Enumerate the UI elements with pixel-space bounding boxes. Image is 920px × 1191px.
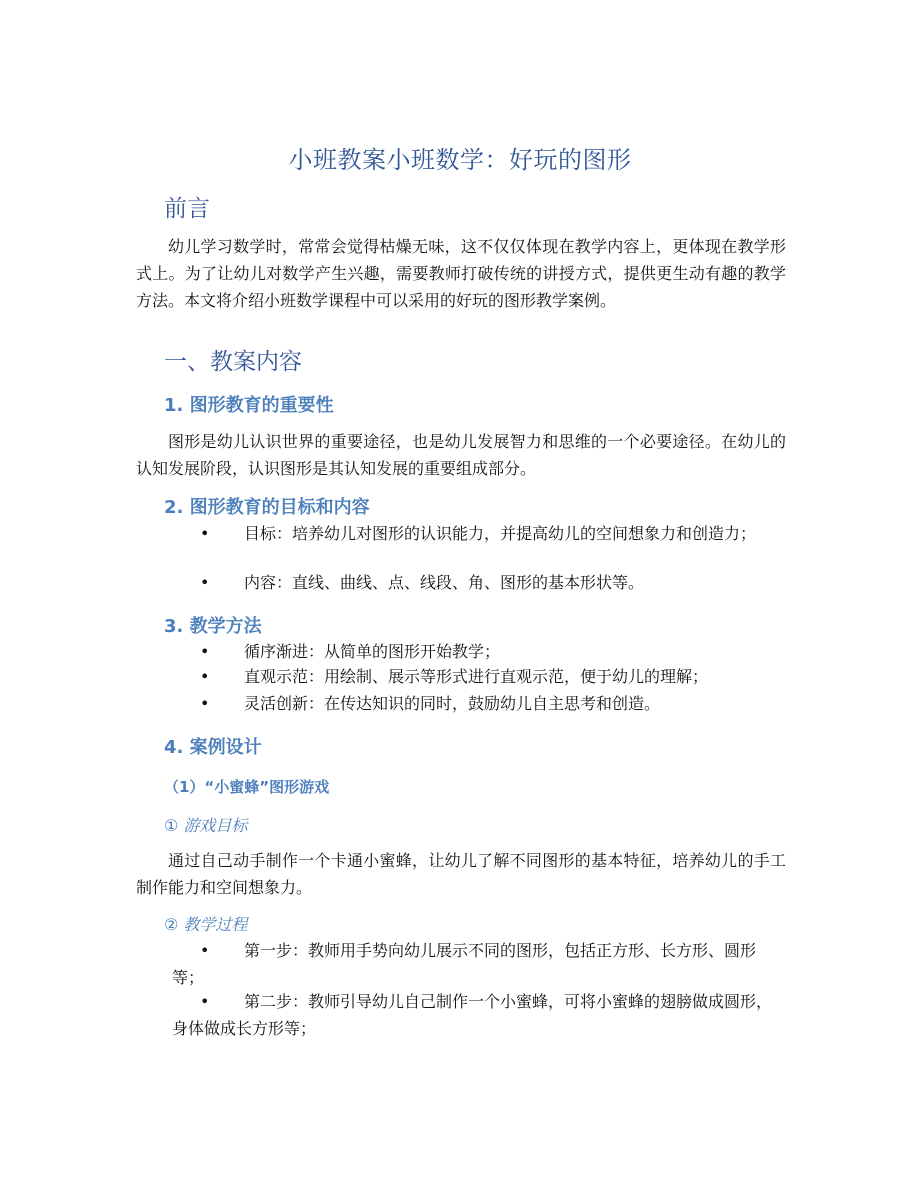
subsection2-heading: 2. 图形教育的目标和内容 [164,497,370,518]
case-heading: （1）“小蜜蜂”图形游戏 [164,778,330,796]
list-item-text: 目标：培养幼儿对图形的认识能力，并提高幼儿的空间想象力和创造力； [244,524,757,543]
list-item-text: 第二步：教师引导幼儿自己制作一个小蜜蜂，可将小蜜蜂的翅膀做成圆形，身体做成长方形等； [172,992,773,1038]
list-item-text: 循序渐进：从简单的图形开始教学； [244,642,501,661]
list-item-text: 第一步：教师用手势向幼儿展示不同的图形，包括正方形、长方形、圆形等； [172,941,757,987]
subsection1-heading: 1. 图形教育的重要性 [164,395,334,416]
bullet-icon: • [200,642,210,661]
section1-heading: 一、教案内容 [164,349,302,375]
subsection1-paragraph: 图形是幼儿认识世界的重要途径，也是幼儿发展智力和思维的一个必要途径。在幼儿的认知发展阶段，认识图形是其认知发展的重要组成部分。 [136,432,786,478]
list-item-text: 直观示范：用绘制、展示等形式进行直观示范，便于幼儿的理解； [244,667,709,686]
list-item [172,690,786,717]
process-heading: ② 教学过程 [164,915,248,934]
list-item [172,569,786,596]
list-item [172,937,786,991]
list-item [172,988,786,1042]
goal-paragraph: 通过自己动手制作一个卡通小蜜蜂，让幼儿了解不同图形的基本特征，培养幼儿的手工制作能力和空间想象力。 [136,851,786,897]
bullet-icon: • [200,941,210,960]
list-item-text: 灵活创新：在传达知识的同时，鼓励幼儿自主思考和创造。 [244,694,661,713]
list-item-text: 内容：直线、曲线、点、线段、角、图形的基本形状等。 [244,573,645,592]
bullet-icon: • [200,694,210,713]
subsection3-heading: 3. 教学方法 [164,616,262,637]
list-item [172,638,786,665]
foreword-paragraph: 幼儿学习数学时，常常会觉得枯燥无味，这不仅仅体现在教学内容上，更体现在教学形式上。为了让幼儿对数学产生兴趣，需要教师打破传统的讲授方式，提供更生动有趣的教学方法。本文将介绍小班数学课程中可以采用的好玩的图形教学案例。 [136,237,786,310]
list-item [172,520,786,547]
goal-heading: ① 游戏目标 [164,816,248,835]
bullet-icon: • [200,573,210,592]
bullet-icon: • [200,992,210,1011]
document-title: 小班教案小班数学：好玩的图形 [288,146,632,174]
list-item [172,663,786,690]
foreword-heading: 前言 [164,196,210,222]
bullet-icon: • [200,524,210,543]
subsection4-heading: 4. 案例设计 [164,737,262,758]
bullet-icon: • [200,667,210,686]
